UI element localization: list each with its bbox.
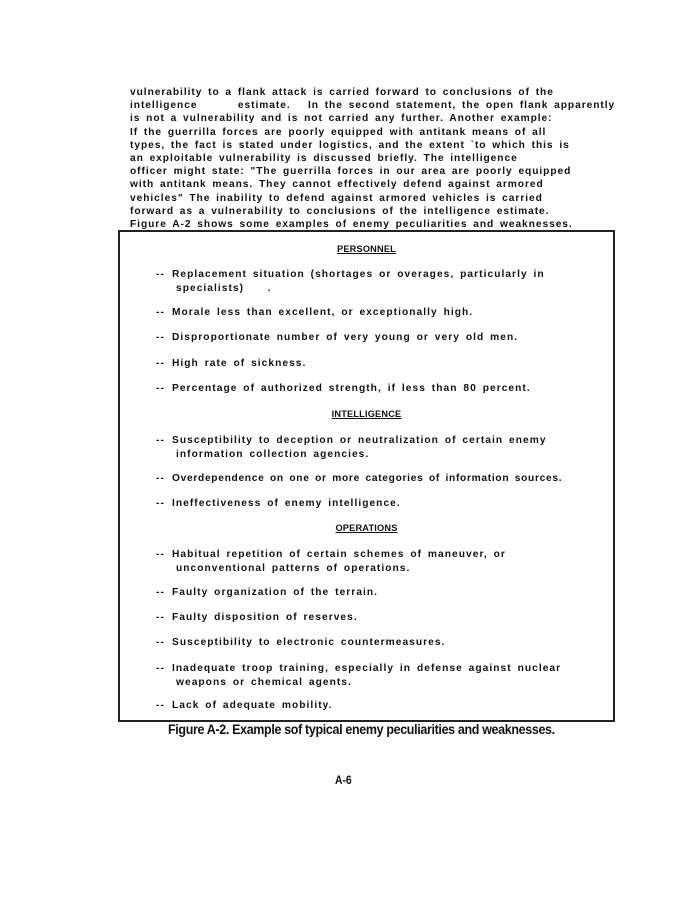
dash-marker: -- [156, 637, 165, 648]
list-item [156, 699, 596, 713]
operations-heading: OPERATIONS [335, 523, 398, 533]
intro-line: vulnerability to a flank attack is carried forward to conclusions of the [130, 87, 554, 98]
list-item [156, 306, 596, 320]
list-item [156, 586, 596, 600]
list-item [156, 357, 596, 371]
personnel-heading: PERSONNEL [337, 244, 396, 254]
figure-caption: Figure A-2. Example sof typical enemy peculiarities and weaknesses. [168, 722, 555, 737]
list-item [156, 268, 596, 295]
dash-marker: -- [156, 700, 165, 711]
intro-line: types, the fact is stated under logistics, and the extent `to which this is [130, 139, 570, 151]
dash-marker: -- [156, 435, 165, 446]
dash-marker: -- [156, 269, 165, 280]
dash-marker: -- [156, 612, 165, 623]
item-text: Habitual repetition of certain schemes of maneuver, or [172, 549, 506, 560]
item-text: Lack of adequate mobility. [172, 700, 333, 711]
item-text: Susceptibility to electronic countermeasures. [172, 637, 446, 648]
item-text: Inadequate troop training, especially in defense against nuclear [172, 663, 562, 674]
item-text: Morale less than excellent, or exceptionally high. [172, 307, 474, 318]
list-item [156, 636, 596, 650]
intro-line: with antitank means. They cannot effectively defend against armored [130, 179, 544, 191]
list-item [156, 662, 596, 689]
intro-line: is not a vulnerability and is not carried any further. Another example: [130, 113, 553, 125]
intro-line: If the guerrilla forces are poorly equipped with antitank means of all [130, 126, 547, 138]
item-text: High rate of sickness. [172, 358, 307, 369]
item-text: Faulty disposition of reserves. [172, 612, 358, 623]
intro-line: vehicles" The inability to defend against armored vehicles is carried [130, 192, 543, 204]
list-item [156, 548, 596, 575]
item-text: Percentage of authorized strength, if less than 80 percent. [172, 383, 531, 394]
item-text: Overdependence on one or more categories of information sources. [172, 473, 563, 484]
dash-marker: -- [156, 358, 165, 369]
item-text-cont: unconventional patterns of operations. [176, 562, 411, 574]
intro-line: Figure A-2 shows some examples of enemy peculiarities and weaknesses. [130, 219, 573, 231]
item-text: Ineffectiveness of enemy intelligence. [172, 498, 401, 509]
dash-marker: -- [156, 307, 165, 318]
item-text-cont: information collection agencies. [176, 448, 370, 460]
item-text: Replacement situation (shortages or overages, particularly in [172, 269, 545, 280]
intro-paragraph [130, 86, 616, 231]
intro-line: forward as a vulnerability to conclusions of the intelligence estimate. [130, 205, 550, 217]
intro-line: intelligence estimate. In the second statement, the open flank apparently [130, 100, 616, 112]
intelligence-heading: INTELLIGENCE [331, 409, 402, 419]
list-item [156, 382, 596, 396]
item-text-cont: weapons or chemical agents. [176, 676, 352, 688]
item-text: Disproportionate number of very young or very old men. [172, 332, 519, 343]
list-item [156, 434, 596, 461]
list-item [156, 472, 596, 486]
dash-marker: -- [156, 473, 165, 484]
list-item [156, 497, 596, 511]
list-item [156, 611, 596, 625]
dash-marker: -- [156, 663, 165, 674]
dash-marker: -- [156, 549, 165, 560]
intro-line: an exploitable vulnerability is discussed briefly. The intelligence [130, 153, 518, 165]
page-number: A-6 [335, 773, 352, 787]
item-text-cont: specialists) . [176, 282, 272, 294]
dash-marker: -- [156, 498, 165, 509]
item-text: Susceptibility to deception or neutralization of certain enemy [172, 435, 547, 446]
list-item [156, 331, 596, 345]
dash-marker: -- [156, 332, 165, 343]
figure-box [118, 230, 615, 722]
intro-line: officer might state: "The guerrilla forces in our area are poorly equipped [130, 166, 572, 178]
item-text: Faulty organization of the terrain. [172, 587, 379, 598]
dash-marker: -- [156, 587, 165, 598]
dash-marker: -- [156, 383, 165, 394]
